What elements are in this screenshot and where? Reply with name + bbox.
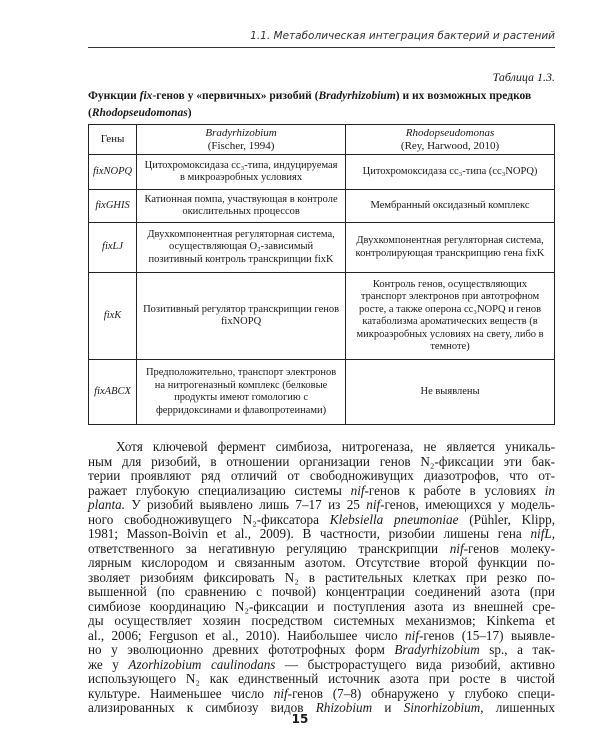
- header-col2-name: Rhodopseudomonas: [405, 127, 495, 139]
- bradyrhizobium-cell: Предположительно, транспорт электронов на нитрогеназный комплекс (белковые продукты имеют гомологию с ферридоксинами и флавопротеинами): [137, 360, 346, 425]
- text-segment: nif: [273, 685, 288, 701]
- text-line: [88, 687, 555, 702]
- text-segment: -генов, имеющихся у модель-: [380, 497, 556, 512]
- text-segment: (Pühler, Klipp,: [458, 511, 555, 527]
- text-segment: nif: [405, 627, 419, 643]
- table-row: [89, 273, 555, 360]
- text-segment: -генов молеку-: [463, 540, 556, 556]
- fix-genes-table: [88, 124, 555, 425]
- text-segment: вышенной (по сравнению с почвой) концентрации соединений азота (при: [88, 584, 555, 599]
- title-segment: fix: [139, 90, 153, 102]
- text-line: [88, 672, 555, 687]
- text-line: [88, 600, 555, 615]
- text-segment: же у: [88, 656, 129, 672]
- text-line: [88, 469, 555, 484]
- text-segment: ализированных к симбиозу видов: [88, 700, 316, 715]
- gene-cell: fixLJ: [89, 223, 137, 273]
- header-col1-ref: (Fischer, 1994): [207, 139, 275, 152]
- table-header-row: [89, 125, 555, 155]
- title-segment: -генов у «первичных» ризобий (: [152, 90, 319, 102]
- header-rhodopseudomonas: [346, 125, 555, 155]
- text-segment: терии проявляют ряд отличий от свободноживущих диазотрофов, что от-: [88, 468, 555, 483]
- text-segment: nifL,: [530, 526, 555, 541]
- text-segment: и: [372, 700, 404, 715]
- text-segment: Хотя ключевой фермент симбиоза, нитрогеназа, не является уникаль-: [116, 439, 555, 454]
- title-segment: Rhodopseudomonas: [91, 107, 188, 119]
- text-segment: planta.: [88, 497, 125, 512]
- header-genes: Гены: [89, 125, 137, 155]
- text-segment: ражает глубокую специализацию системы: [88, 482, 351, 498]
- body-text: [88, 440, 555, 716]
- table-title: [88, 88, 555, 122]
- bradyrhizobium-cell: Позитивный регулятор транскрипции генов fixNOPQ: [137, 273, 346, 360]
- bradyrhizobium-cell: Цитохромоксидаза cc₃-типа, индуцируемая в микроаэробных условиях: [137, 155, 346, 190]
- bradyrhizobium-cell: Катионная помпа, участвующая в контроле окислительных процессов: [137, 190, 346, 223]
- text-line: [88, 614, 555, 629]
- text-segment: но у эволюционно древних фототрофных форм: [88, 642, 395, 657]
- title-segment: ): [187, 107, 192, 119]
- title-segment: ) и их возможных предков (: [88, 90, 532, 119]
- text-line: [88, 440, 555, 455]
- text-line: [88, 455, 555, 470]
- header-col2-ref: (Rey, Harwood, 2010): [400, 139, 500, 152]
- table-number: Таблица 1.3.: [492, 70, 555, 84]
- running-header: 1.1. Метаболическая интеграция бактерий и растений: [250, 30, 555, 42]
- text-segment: У ризобий выявлено лишь 7–17 из 25: [125, 497, 367, 512]
- gene-cell: fixNOPQ: [89, 155, 137, 190]
- text-line: [88, 643, 555, 658]
- text-segment: , лишенных: [480, 700, 556, 715]
- text-segment: Bradyrhizobium: [394, 642, 480, 657]
- rhodopseudomonas-cell: Контроль генов, осуществляющих транспорт электронов при автотрофном росте, а также оперона cc₃NOPQ и генов катаболизма ароматических веществ (в микроаэробных условиях на свету, либо в темноте): [346, 273, 555, 360]
- text-segment: Azorhizobium caulinodans: [128, 656, 276, 672]
- text-segment: симбиозе координацию N₂-фиксации и поступления азота из внешней сре-: [88, 598, 555, 614]
- header-rule: [88, 47, 555, 48]
- text-segment: зволяет ризобиям фиксировать N₂ в растительных клетках при резко по-: [88, 569, 555, 585]
- text-segment: al., 2006; Ferguson et al., 2010). Наибольшее число: [88, 627, 406, 643]
- text-segment: -генов (15–17) выявле-: [418, 627, 555, 643]
- text-segment: sp., а так-: [479, 642, 555, 657]
- text-line: [88, 658, 555, 673]
- text-line: [88, 629, 555, 644]
- text-line: [88, 498, 555, 513]
- text-segment: -генов (7–8) обнаружено у глубоко специ-: [287, 685, 555, 701]
- text-segment: Sinorhizobium: [403, 700, 481, 715]
- text-line: [88, 585, 555, 600]
- rhodopseudomonas-cell: Двухкомпонентная регуляторная система, контролирующая транскрипцию гена fixK: [346, 223, 555, 273]
- text-segment: ответственного за негативную регуляцию транскрипции: [88, 540, 450, 556]
- text-segment: nif: [449, 540, 464, 556]
- table-row: [89, 223, 555, 273]
- text-segment: 1981; Masson-Boivin et al., 2009). В частности, ризобии лишены гена: [88, 526, 531, 541]
- text-segment: Rhizobium: [315, 700, 373, 715]
- text-line: [88, 513, 555, 528]
- text-segment: ным для ризобий, в отношении организации генов N₂-фиксации эти бак-: [88, 453, 555, 469]
- text-segment: in: [544, 482, 556, 498]
- text-segment: культуре. Наименьшее число: [88, 685, 274, 701]
- title-segment: Функции: [88, 90, 140, 102]
- text-segment: nif: [366, 497, 381, 512]
- page-number: 15: [291, 712, 309, 726]
- table-row: [89, 190, 555, 223]
- text-segment: ды осуществляет хозяин посредством системных механизмов; Kinkema et: [88, 613, 555, 628]
- gene-cell: fixABCX: [89, 360, 137, 425]
- rhodopseudomonas-cell: Цитохромоксидаза cc₃-типа (cc₃NOPQ): [346, 155, 555, 190]
- text-segment: использующего N₂ как единственный источник азота при росте в чистой: [88, 671, 555, 686]
- rhodopseudomonas-cell: Не выявлены: [346, 360, 555, 425]
- gene-cell: fixK: [89, 273, 137, 360]
- text-segment: — быстрорастущего вида ризобий, активно: [275, 656, 555, 672]
- text-segment: -генов к работе в условиях: [364, 482, 545, 498]
- text-segment: nif: [350, 482, 365, 498]
- gene-cell: fixGHIS: [89, 190, 137, 223]
- header-col1-name: Bradyrhizobium: [205, 127, 277, 139]
- title-segment: Bradyrhizobium: [318, 90, 396, 102]
- text-line: [88, 571, 555, 586]
- text-line: [88, 527, 555, 542]
- text-segment: лярным кислородом и связанным азотом. Отсутствие второй функции по-: [88, 555, 555, 570]
- table-row: [89, 360, 555, 425]
- text-line: [88, 556, 555, 571]
- text-line: [88, 484, 555, 499]
- text-segment: ного свободноживущего N₂-фиксатора: [88, 511, 330, 527]
- bradyrhizobium-cell: Двухкомпонентная регуляторная система, осуществляющая O₂-зависимый позитивный контроль транскрипции fixK: [137, 223, 346, 273]
- header-bradyrhizobium: [137, 125, 346, 155]
- text-line: [88, 542, 555, 557]
- text-segment: Klebsiella pneumoniae: [329, 511, 459, 527]
- table-row: [89, 155, 555, 190]
- rhodopseudomonas-cell: Мембранный оксидазный комплекс: [346, 190, 555, 223]
